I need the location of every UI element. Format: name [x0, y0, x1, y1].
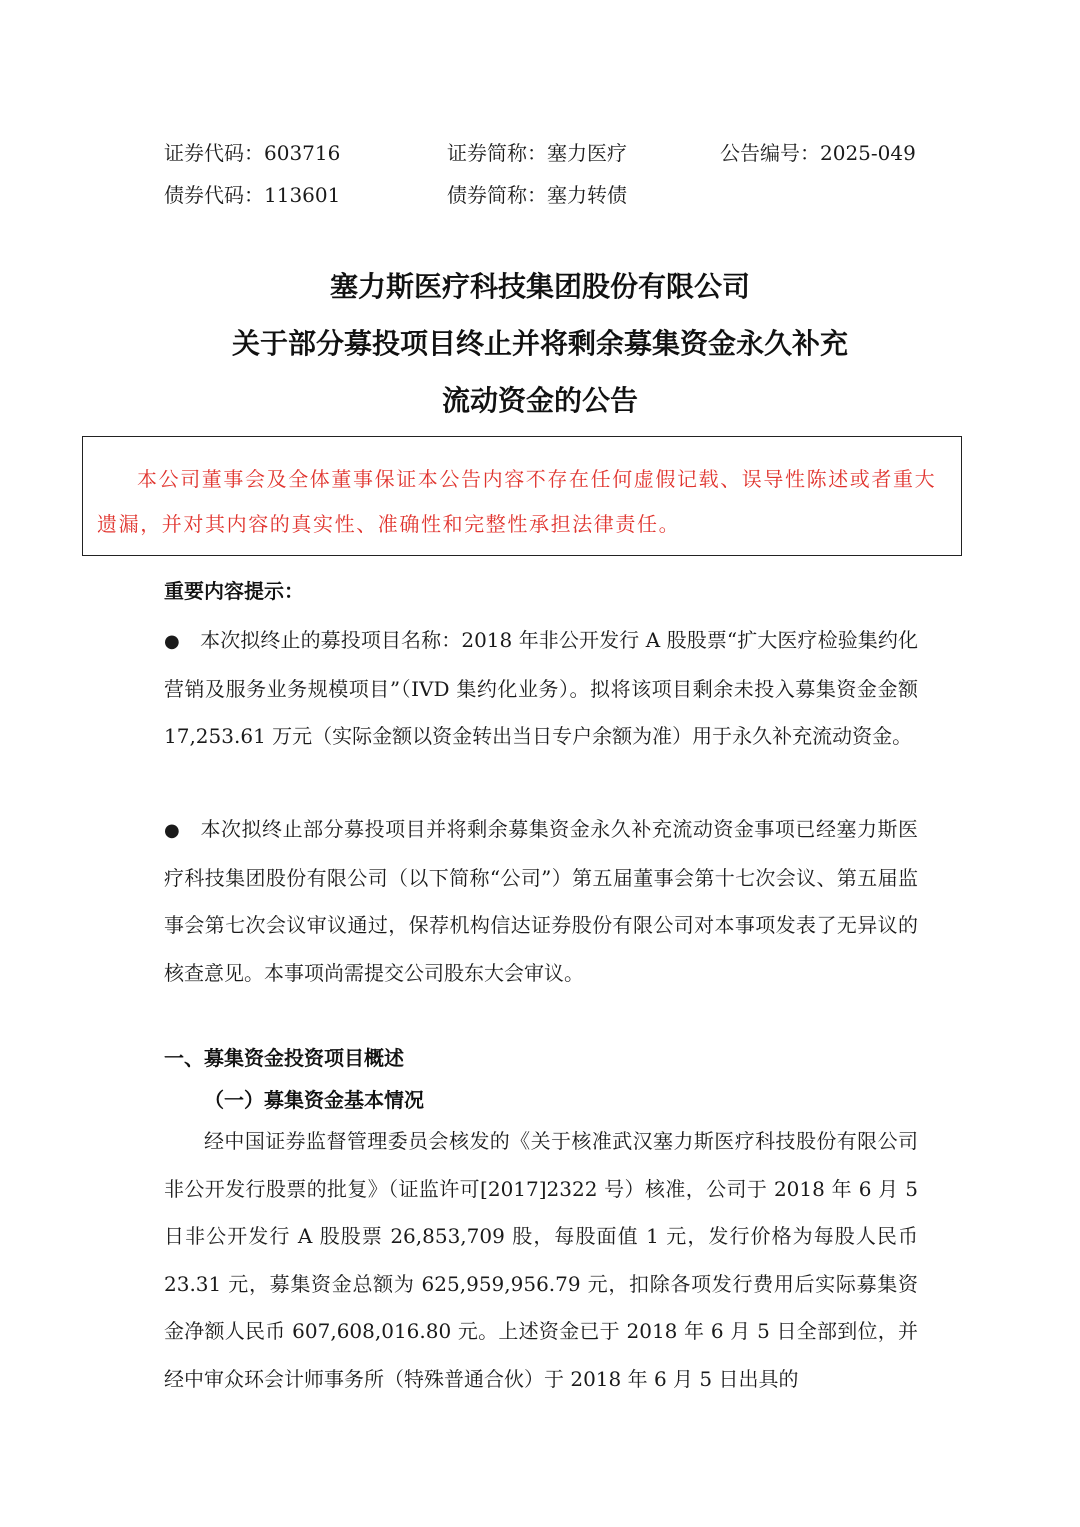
- highlight-item-1: [164, 617, 918, 761]
- highlight-item-2: [164, 806, 918, 997]
- title-company: 塞力斯医疗科技集团股份有限公司: [329, 270, 750, 303]
- section-1-subheading: （一）募集资金基本情况: [204, 1088, 424, 1112]
- bond-abbreviation: 债券简称：塞力转债: [447, 183, 627, 207]
- board-declaration-box: [82, 436, 962, 556]
- bullet-icon: ●: [164, 820, 180, 841]
- bullet-icon: ●: [164, 631, 180, 652]
- stock-abbreviation: 证券简称：塞力医疗: [447, 141, 627, 165]
- title-subject-cont: 流动资金的公告: [441, 384, 638, 417]
- board-declaration-text: 本公司董事会及全体董事保证本公告内容不存在任何虚假记载、误导性陈述或者重大遗漏，并对其内容的真实性、准确性和完整性承担法律责任。: [97, 467, 937, 536]
- title-subject: 关于部分募投项目终止并将剩余募集资金永久补充: [231, 327, 848, 360]
- section-1-heading: 一、募集资金投资项目概述: [164, 1046, 404, 1070]
- stock-code: 证券代码：603716: [164, 141, 341, 165]
- highlight-item-2-text: 本次拟终止部分募投项目并将剩余募集资金永久补充流动资金事项已经塞力斯医疗科技集团股份有限公司（以下简称“公司”）第五届董事会第十七次会议、第五届监事会第七次会议审议通过，保荐机构信达证券股份有限公司对本事项发表了无异议的核查意见。本事项尚需提交公司股东大会审议。: [164, 817, 918, 985]
- section-1-paragraph: 经中国证券监督管理委员会核发的《关于核准武汉塞力斯医疗科技股份有限公司非公开发行股票的批复》（证监许可[2017]2322 号）核准，公司于 2018 年 6 月 5 日非公开发行 A 股股票 26,853,709 股，每股面值 1 元，发行价格为每股人民币 23.31 元，募集资金总额为 625,959,956.79 元，扣除各项发行费用后实际募集资金净额人民币 607,608,016.80 元。上述资金已于 2018 年 6 月 5 日全部到位，并经中审众环会计师事务所（特殊普通合伙）于 2018 年 6 月 5 日出具的: [164, 1129, 918, 1391]
- announcement-number: 公告编号：2025-049: [720, 141, 916, 165]
- bond-code: 债券代码：113601: [164, 183, 341, 207]
- highlight-item-1-text: 本次拟终止的募投项目名称：2018 年非公开发行 A 股股票“扩大医疗检验集约化营销及服务业务规模项目”（IVD 集约化业务）。拟将该项目剩余未投入募集资金金额 17,253.61 万元（实际金额以资金转出当日专户余额为准）用于永久补充流动资金。: [164, 628, 918, 748]
- highlights-heading: 重要内容提示：: [164, 579, 304, 603]
